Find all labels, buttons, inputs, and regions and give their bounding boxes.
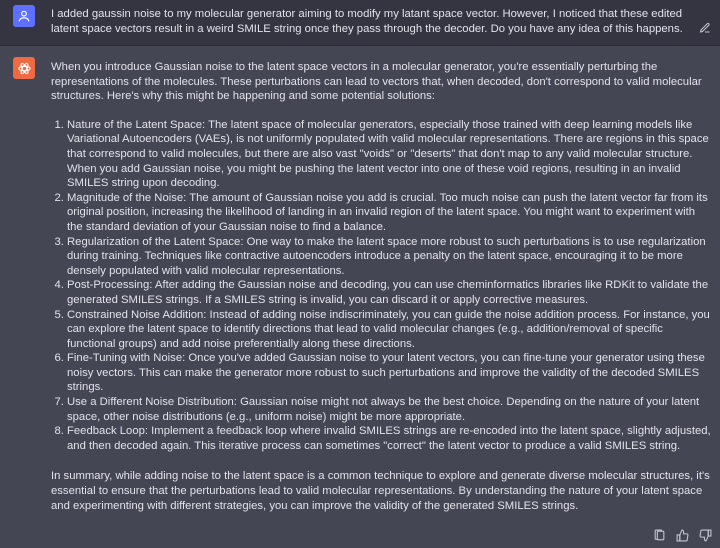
list-item: 6. Fine-Tuning with Noise: Once you've added Gaussian noise to your latent vectors, you can fine-tune your generator using these noisy vectors. This can make the generator more robust to such perturbations and improve the validity of the decoded SMILES strings. <box>67 351 711 395</box>
list-item: 8. Feedback Loop: Implement a feedback loop where invalid SMILES strings are re-encoded into the latent space, slightly adjusted, and then decoded again. This iterative process can sometimes "correct" the latent vector to produce a valid SMILES string. <box>67 424 711 453</box>
thumbs-down-icon[interactable] <box>699 529 712 542</box>
list-item: 4. Post-Processing: After adding the Gaussian noise and decoding, you can use cheminformatics libraries like RDKit to validate the generated SMILES strings. If a SMILES string is invalid, you can discard it or apply corrective measures. <box>67 278 711 307</box>
assistant-intro: When you introduce Gaussian noise to the latent space vectors in a molecular generator, you're essentially perturbing the representations of the molecules. These perturbations can lead to vectors that, when decoded, don't correspond to valid molecular structures. Here's why this might be happening and some potential solutions: <box>51 61 702 103</box>
assistant-message-text <box>51 60 711 513</box>
user-message-text: I added gaussin noise to my molecular generator aiming to modify my latant space vector. However, I noticed that these edited latent space vectors result in a weird SMILE string once they pass through the decoder. Do you have any idea of this happens. <box>51 8 683 35</box>
user-message-row <box>0 0 720 46</box>
list-item: 7. Use a Different Noise Distribution: Gaussian noise might not always be the best choice. Depending on the nature of your latent space, other noise distributions (e.g., uniform noise) might be more appropriate. <box>67 395 711 424</box>
assistant-summary: In summary, while adding noise to the latent space is a common technique to explore and generate diverse molecular structures, it's essential to ensure that the perturbations lead to valid molecular representations. By understanding the nature of your latent space and experimenting with different strategies, you can improve the validity of the generated SMILES strings. <box>51 470 710 512</box>
openai-logo-icon <box>13 57 35 79</box>
list-item: 5. Constrained Noise Addition: Instead of adding noise indiscriminately, you can guide the noise addition process. For instance, you can explore the latent space to identify directions that lead to valid molecular changes (e.g., addition/removal of specific functional groups) and add noise preferentially along these directions. <box>67 308 711 352</box>
edit-icon[interactable] <box>699 22 711 34</box>
solutions-list <box>51 118 711 454</box>
thumbs-up-icon[interactable] <box>676 529 689 542</box>
message-actions <box>653 529 712 542</box>
list-item: 3. Regularization of the Latent Space: One way to make the latent space more robust to such perturbations is to use regularization during training. Techniques like contractive autoencoders introduce a penalty on the latent space, encouraging it to be more densely populated with valid molecular representations. <box>67 235 711 279</box>
list-item: 2. Magnitude of the Noise: The amount of Gaussian noise you add is crucial. Too much noise can push the latent vector far from its original position, increasing the likelihood of landing in an invalid region of the latent space. You might want to experiment with the standard deviation of your Gaussian noise to find a balance. <box>67 191 711 235</box>
list-item: 1. Nature of the Latent Space: The latent space of molecular generators, especially those trained with deep learning models like Variational Autoencoders (VAEs), is not uniformly populated with valid molecular representations. There are regions in this space that correspond to valid molecules, but there are also vast "voids" or "deserts" that don't map to any valid molecular structure. When you add Gaussian noise, you might be pushing the latent vector into one of these void regions, resulting in an invalid SMILES string upon decoding. <box>67 118 711 191</box>
user-icon <box>13 5 35 27</box>
assistant-message-row <box>0 46 720 548</box>
copy-icon[interactable] <box>653 529 666 542</box>
